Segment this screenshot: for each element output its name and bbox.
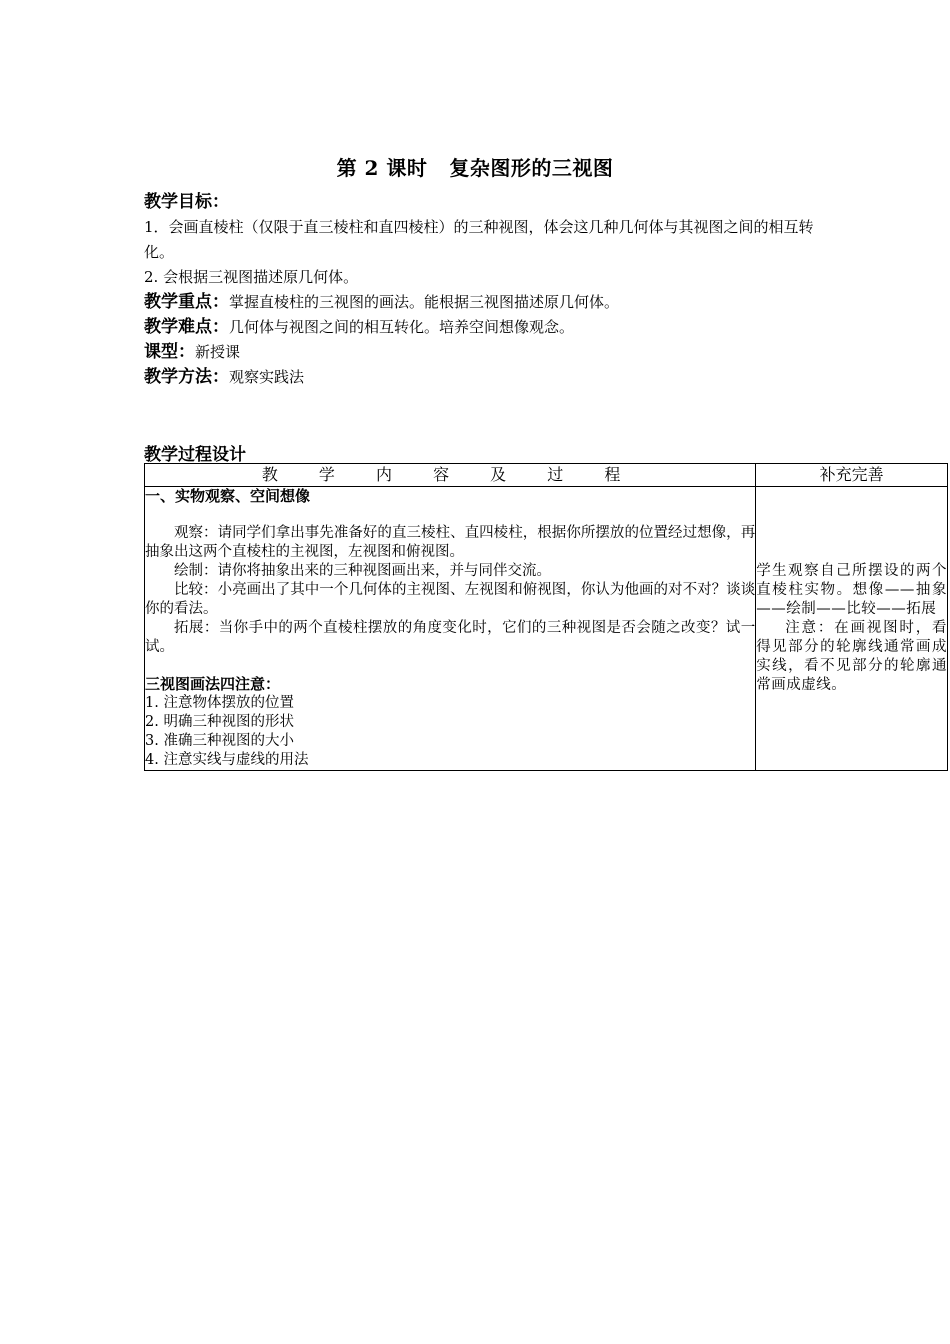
rule-item-3: 3. 准确三种视图的大小 [145,733,294,749]
objectives-section [144,190,824,390]
section-heading: 一、实物观察、空间想像 [145,487,311,505]
header-main: 教 学 内 容 及 过 程 [145,464,756,487]
lesson-type-row [144,340,824,365]
difficulties-row [144,315,824,340]
difficulties-label: 教学难点： [144,317,229,337]
rule-item-4: 4. 注意实线与虚线的用法 [145,752,309,768]
rule-item-2: 2. 明确三种视图的形状 [145,714,294,730]
process-title: 教学过程设计 [144,445,246,465]
rule-item-1: 1. 注意物体摆放的位置 [145,695,294,711]
paragraph-compare: 比较：小亮画出了其中一个几何体的主视图、左视图和俯视图，你认为他画的对不对？谈谈你的看法。 [145,582,756,617]
method-label: 教学方法： [144,367,229,387]
paragraph-draw: 绘制：请你将抽象出来的三种视图画出来，并与同伴交流。 [174,563,551,579]
lesson-name: 复杂图形的三视图 [449,156,614,180]
page-title [0,152,950,181]
method-row [144,365,824,390]
objective-item-1: 1．会画直棱柱（仅限于直三棱柱和直四棱柱）的三种视图，体会这几种几何体与其视图之间的相互转化。 [144,218,814,261]
main-content-cell [145,487,756,771]
key-points-text: 掌握直棱柱的三视图的画法。能根据三视图描述原几何体。 [229,293,620,311]
side-note-1: 学生观察自己所摆设的两个直棱柱实物。想像——抽象——绘制——比较——拓展 [756,563,947,617]
objective-item-2: 2. 会根据三视图描述原几何体。 [144,268,359,286]
table-header-row [145,464,948,487]
method-text: 观察实践法 [229,368,305,386]
key-points-label: 教学重点： [144,292,229,312]
difficulties-text: 几何体与视图之间的相互转化。培养空间想像观念。 [229,318,575,336]
key-points-row [144,290,824,315]
objectives-label: 教学目标： [144,192,229,212]
lesson-type-text: 新授课 [195,343,241,361]
side-note-2: 注意：在画视图时，看得见部分的轮廓线通常画成实线，看不见部分的轮廓通常画成虚线。 [756,620,947,693]
rules-heading: 三视图画法四注意： [145,675,281,693]
paragraph-extend: 拓展：当你手中的两个直棱柱摆放的角度变化时，它们的三种视图是否会随之改变？试一试。 [145,620,756,655]
lesson-number: 第 2 课时 [336,156,428,180]
lesson-type-label: 课型： [144,342,195,362]
paragraph-observe: 观察：请同学们拿出事先准备好的直三棱柱、直四棱柱，根据你所摆放的位置经过想像，再抽象出这两个直棱柱的主视图，左视图和俯视图。 [145,525,756,560]
table-body-row [145,487,948,771]
header-side: 补充完善 [756,464,948,487]
process-table [144,463,948,771]
side-notes-cell [756,487,948,771]
